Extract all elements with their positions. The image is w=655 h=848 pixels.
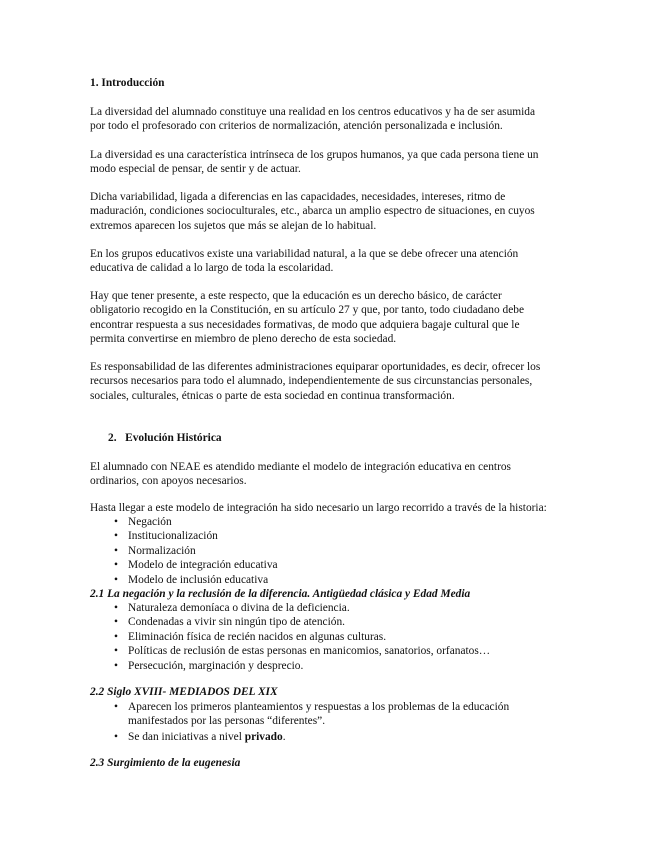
intro-paragraph-3 xyxy=(90,190,570,233)
subsection-2-2-heading: 2.2 Siglo XVIII- MEDIADOS DEL XIX xyxy=(90,686,278,698)
bullet-icon: • xyxy=(114,516,118,528)
negation-list xyxy=(90,601,570,673)
list-item: • Aparecen los primeros planteamientos y respuestas a los problemas de la educación manifestados por las personas “diferentes”. xyxy=(114,701,510,728)
intro-paragraph-2 xyxy=(90,148,570,177)
text-line: En los grupos educativos existe una variabilidad natural, a la que se debe ofrecer una atención xyxy=(90,248,519,260)
text-line: recursos necesarios para todo el alumnado, independientemente de sus circunstancias personales, xyxy=(90,375,533,388)
intro-paragraph-4 xyxy=(90,247,570,276)
bullet-icon: • xyxy=(114,730,118,743)
list-item: • Condenadas a vivir sin ningún tipo de atención. xyxy=(114,616,346,629)
list-item: • Normalización xyxy=(114,544,196,557)
intro-paragraph-6 xyxy=(90,360,570,403)
intro-paragraph-5 xyxy=(90,289,570,347)
bullet-icon: • xyxy=(114,530,118,543)
bullet-icon: • xyxy=(114,559,118,572)
text-line: Es responsabilidad de las diferentes administraciones equiparar oportunidades, es decir, ofrecer los xyxy=(90,361,541,373)
list-item: • Modelo de integración educativa xyxy=(114,559,278,572)
list-item: • Negación xyxy=(114,516,172,528)
bullet-icon: • xyxy=(114,645,118,658)
text-line: obligatorio recogido en la Constitución, en su artículo 27 y que, por tanto, todo ciudadano debe xyxy=(90,304,525,317)
emphasis-private: privado xyxy=(244,730,283,743)
text-line: Hay que tener presente, a este respecto, que la educación es un derecho básico, de carácter xyxy=(90,290,502,302)
text-line: La diversidad del alumnado constituye una realidad en los centros educativos y ha de ser asumida xyxy=(90,106,536,118)
text-line: permita convertirse en miembro de pleno derecho de esta sociedad. xyxy=(90,333,397,346)
section-2-number: 2. xyxy=(108,432,117,444)
list-item: • Se dan iniciativas a nivel privado. xyxy=(114,730,286,743)
eighteenth-century-list xyxy=(90,700,570,744)
text-line: modo especial de pensar, de sentir y de actuar. xyxy=(90,163,301,176)
text-line: La diversidad es una característica intrínseca de los grupos humanos, ya que cada persona tiene un xyxy=(90,149,539,161)
bullet-icon: • xyxy=(114,659,118,672)
list-item: • Persecución, marginación y desprecio. xyxy=(114,659,304,672)
section-2-heading xyxy=(108,431,588,445)
text-line: ordinarios, con apoyos necesarios. xyxy=(90,475,247,488)
list-item: • Modelo de inclusión educativa xyxy=(114,573,269,586)
text-line: educativa de calidad a lo largo de toda la escolaridad. xyxy=(90,262,334,275)
text-line: maduración, condiciones socioculturales, etc., abarca un amplio espectro de situaciones, en cuyos xyxy=(90,205,535,218)
text-line: El alumnado con NEAE es atendido mediante el modelo de integración educativa en centros xyxy=(90,461,511,473)
section-2-title: Evolución Histórica xyxy=(125,432,222,444)
list-item: • Eliminación física de recién nacidos en algunas culturas. xyxy=(114,630,387,643)
text-line: extremos aparecen los sujetos que más se alejan de lo habitual. xyxy=(90,219,377,232)
bullet-icon: • xyxy=(114,602,118,614)
list-item: • Institucionalización xyxy=(114,530,218,543)
models-list xyxy=(90,515,570,587)
text-line: encontrar respuesta a sus necesidades formativas, de modo que adquiera bagaje cultural que le xyxy=(90,318,520,331)
bullet-icon: • xyxy=(114,630,118,643)
bullet-icon: • xyxy=(114,573,118,586)
subsection-2-3-heading: 2.3 Surgimiento de la eugenesia xyxy=(90,757,241,769)
list-item: • Naturaleza demoníaca o divina de la deficiencia. xyxy=(114,602,350,614)
bullet-icon: • xyxy=(114,544,118,557)
subsection-2-1-heading: 2.1 La negación y la reclusión de la diferencia. Antigüedad clásica y Edad Media xyxy=(90,588,471,600)
bullet-icon: • xyxy=(114,701,118,713)
section-2-path-intro xyxy=(90,501,570,515)
section-2-intro xyxy=(90,460,570,489)
section-1-heading: 1. Introducción xyxy=(90,77,165,89)
list-item: • Políticas de reclusión de estas personas en manicomios, sanatorios, orfanatos… xyxy=(114,645,491,658)
text-line: sociales, culturales, étnicas o parte de esta sociedad en continua transformación. xyxy=(90,389,455,402)
intro-paragraph-1 xyxy=(90,105,570,134)
text-line: Dicha variabilidad, ligada a diferencias en las capacidades, necesidades, intereses, ritmo de xyxy=(90,191,506,203)
bullet-icon: • xyxy=(114,616,118,629)
text-line: Hasta llegar a este modelo de integración ha sido necesario un largo recorrido a través de la historia: xyxy=(90,502,547,514)
text-line: por todo el profesorado con criterios de normalización, atención personalizada e inclusión. xyxy=(90,120,503,133)
